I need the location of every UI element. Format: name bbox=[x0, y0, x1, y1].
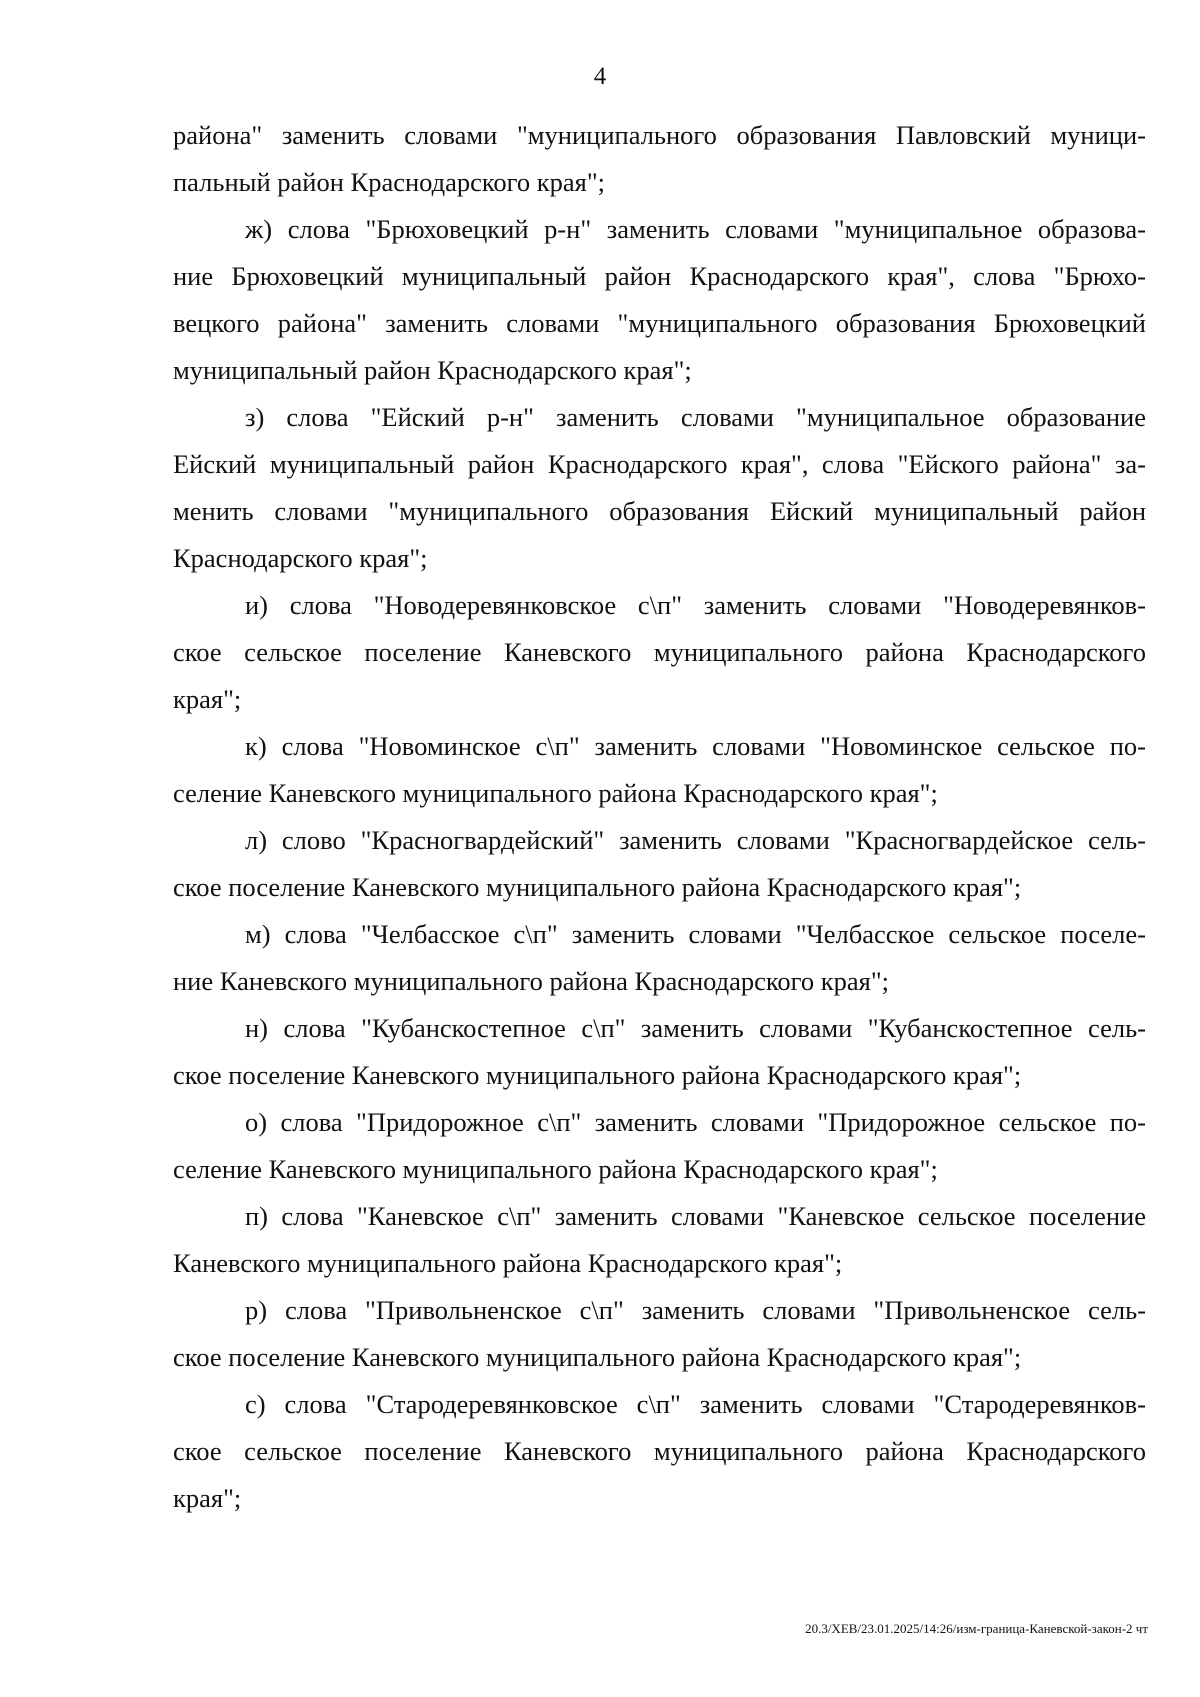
text-line: м) слова "Челбасское с\п" заменить словами "Челбасское сельское поселе- bbox=[245, 919, 1146, 949]
text-line: менить словами "муниципального образования Ейский муниципальный район bbox=[173, 496, 1146, 526]
text-line: вецкого района" заменить словами "муниципального образования Брюховецкий bbox=[173, 308, 1146, 338]
text-line: и) слова "Новодеревянковское с\п" заменить словами "Новодеревянков- bbox=[245, 590, 1146, 620]
paragraph-l bbox=[173, 817, 1146, 911]
text-line: ское поселение Каневского муниципального района Краснодарского края"; bbox=[173, 872, 1022, 902]
text-line: края"; bbox=[173, 1483, 242, 1513]
document-footer-code: 20.3/ХЕВ/23.01.2025/14:26/изм-граница-Каневской-закон-2 чт bbox=[805, 1621, 1148, 1636]
document-body bbox=[173, 112, 1146, 1522]
text-line: селение Каневского муниципального района Краснодарского края"; bbox=[173, 1154, 938, 1184]
paragraph-i bbox=[173, 582, 1146, 723]
paragraph-m bbox=[173, 911, 1146, 1005]
text-line: к) слова "Новоминское с\п" заменить словами "Новоминское сельское по- bbox=[245, 731, 1146, 761]
text-line: н) слова "Кубанскостепное с\п" заменить словами "Кубанскостепное сель- bbox=[245, 1013, 1146, 1043]
paragraph-s bbox=[173, 1381, 1146, 1522]
text-line: района" заменить словами "муниципального образования Павловский муници- bbox=[173, 120, 1146, 150]
text-line: р) слова "Привольненское с\п" заменить словами "Привольненское сель- bbox=[245, 1295, 1146, 1325]
paragraph-zh bbox=[173, 206, 1146, 394]
text-line: с) слова "Стародеревянковское с\п" заменить словами "Стародеревянков- bbox=[245, 1389, 1146, 1419]
paragraph-n bbox=[173, 1005, 1146, 1099]
text-line: селение Каневского муниципального района Краснодарского края"; bbox=[173, 778, 938, 808]
paragraph-r bbox=[173, 1287, 1146, 1381]
text-line: ние Брюховецкий муниципальный район Краснодарского края", слова "Брюхо- bbox=[173, 261, 1146, 291]
paragraph-z bbox=[173, 394, 1146, 582]
text-line: пальный район Краснодарского края"; bbox=[173, 167, 606, 197]
page-number: 4 bbox=[593, 63, 607, 90]
text-line: края"; bbox=[173, 684, 242, 714]
text-line: ние Каневского муниципального района Краснодарского края"; bbox=[173, 966, 890, 996]
paragraph-intro bbox=[173, 112, 1146, 206]
text-line: ское сельское поселение Каневского муниципального района Краснодарского bbox=[173, 1436, 1146, 1466]
paragraph-o bbox=[173, 1099, 1146, 1193]
text-line: Каневского муниципального района Краснодарского края"; bbox=[173, 1248, 843, 1278]
text-line: з) слова "Ейский р-н" заменить словами "муниципальное образование bbox=[245, 402, 1146, 432]
text-line: ское поселение Каневского муниципального района Краснодарского края"; bbox=[173, 1342, 1022, 1372]
text-line: л) слово "Красногвардейский" заменить словами "Красногвардейское сель- bbox=[245, 825, 1146, 855]
text-line: Ейский муниципальный район Краснодарского края", слова "Ейского района" за- bbox=[173, 449, 1146, 479]
text-line: п) слова "Каневское с\п" заменить словами "Каневское сельское поселение bbox=[245, 1201, 1146, 1231]
text-line: Краснодарского края"; bbox=[173, 543, 428, 573]
text-line: ское поселение Каневского муниципального района Краснодарского края"; bbox=[173, 1060, 1022, 1090]
text-line: ское сельское поселение Каневского муниципального района Краснодарского bbox=[173, 637, 1146, 667]
text-line: муниципальный район Краснодарского края"; bbox=[173, 355, 692, 385]
text-line: ж) слова "Брюховецкий р-н" заменить словами "муниципальное образова- bbox=[245, 214, 1146, 244]
paragraph-k bbox=[173, 723, 1146, 817]
paragraph-p bbox=[173, 1193, 1146, 1287]
text-line: о) слова "Придорожное с\п" заменить словами "Придорожное сельское по- bbox=[245, 1107, 1146, 1137]
